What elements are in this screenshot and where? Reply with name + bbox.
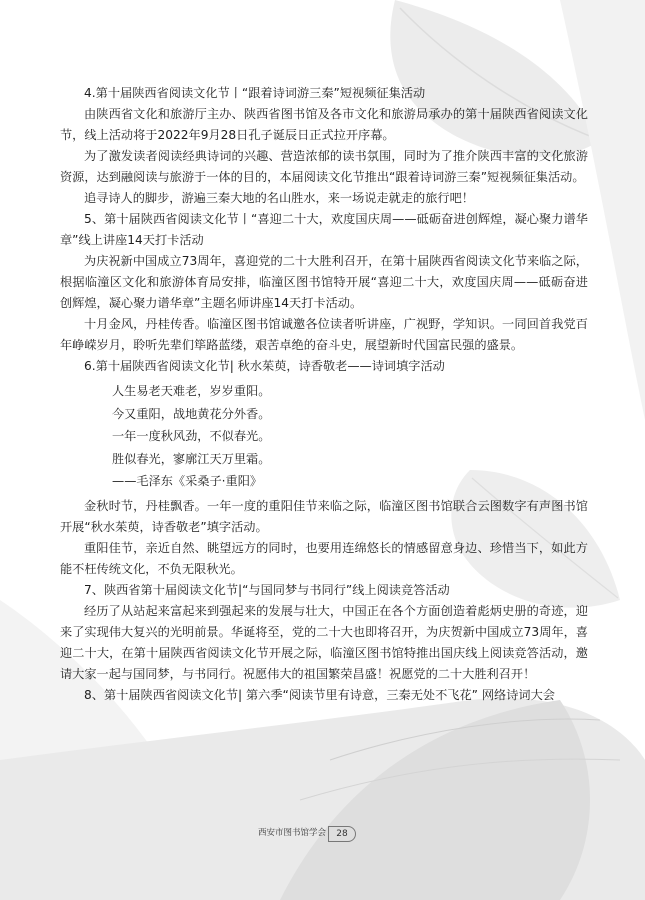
- poem-line: 今又重阳，战地黄花分外香。: [112, 406, 271, 421]
- paragraph: 追寻诗人的脚步，游遍三秦大地的名山胜水，来一场说走就走的旅行吧！: [84, 191, 474, 205]
- paragraph: 为庆祝新中国成立73周年，喜迎党的二十大胜利召开，在第十届陕西省阅读文化节来临之际，根据临潼区文化和旅游体育局安排，临潼区图书馆特开展“喜迎二十大，欢度国庆周——砥砺奋进创辉煌，凝心聚力谱华章”主题名师讲座14天打卡活动。: [60, 254, 588, 310]
- page-number: 28: [328, 826, 356, 842]
- poem-line: 一年一度秋风劲，不似春光。: [112, 429, 271, 443]
- page-footer: [0, 826, 645, 842]
- paragraph: 为了激发读者阅读经典诗词的兴趣、营造浓郁的读书氛围，同时为了推介陕西丰富的文化旅游资源，达到融阅读与旅游于一体的目的，本届阅读文化节推出“跟着诗词游三秦”短视频征集活动。: [60, 149, 588, 184]
- heading-item-4: 4.第十届陕西省阅读文化节丨“跟着诗词游三秦”短视频征集活动: [84, 86, 426, 100]
- poem-line: 胜似春光，寥廓江天万里霜。: [112, 451, 271, 466]
- paragraph: 由陕西省文化和旅游厅主办、陕西省图书馆及各市文化和旅游局承办的第十届陕西省阅读文化节，线上活动将于2022年9月28日孔子诞辰日正式拉开序幕。: [60, 107, 588, 142]
- paragraph: 重阳佳节，亲近自然、眺望远方的同时，也要用连绵悠长的情感留意身边、珍惜当下，如此方能不枉传统文化，不负无限秋光。: [60, 540, 588, 576]
- paragraph: 十月金风，丹桂传香。临潼区图书馆诚邀各位读者听讲座，广视野，学知识。一同回首我党百年峥嵘岁月，聆听先辈们筚路蓝缕，艰苦卓绝的奋斗史，展望新时代国富民强的盛景。: [60, 317, 588, 352]
- poem-attribution: ——毛泽东《采桑子·重阳》: [112, 474, 263, 488]
- heading-item-8: 8、第十届陕西省阅读文化节| 第六季“阅读节里有诗意，三秦无处不飞花” 网络诗词大会: [84, 687, 555, 702]
- article-body: [60, 83, 588, 706]
- heading-item-7: 7、陕西省第十届阅读文化节|“与国同梦与书同行”线上阅读竞答活动: [84, 582, 450, 597]
- heading-item-5: 5、第十届陕西省阅读文化节丨“喜迎二十大，欢度国庆周——砥砺奋进创辉煌，凝心聚力谱华章”线上讲座14天打卡活动: [60, 212, 588, 247]
- footer-organization: 西安市图书馆学会: [258, 828, 327, 838]
- poem-line: 人生易老天难老，岁岁重阳。: [112, 384, 271, 398]
- heading-item-6: 6.第十届陕西省阅读文化节| 秋水茱萸，诗香敬老——诗词填字活动: [84, 359, 445, 373]
- paragraph: 经历了从站起来富起来到强起来的发展与壮大，中国正在各个方面创造着彪炳史册的奇迹，迎来了实现伟大复兴的光明前景。华诞将至，党的二十大也即将召开，为庆贺新中国成立73周年，喜迎二十大，在第十届陕西省阅读文化节开展之际，临潼区图书馆特推出国庆线上阅读竞答活动，邀请大家一起与国同梦，与书同行。祝愿伟大的祖国繁荣昌盛！祝愿党的二十大胜利召开！: [60, 603, 588, 681]
- poem-block: [60, 380, 588, 493]
- paragraph: 金秋时节，丹桂飘香。一年一度的重阳佳节来临之际，临潼区图书馆联合云图数字有声图书馆开展“秋水茱萸，诗香敬老”填字活动。: [60, 498, 588, 534]
